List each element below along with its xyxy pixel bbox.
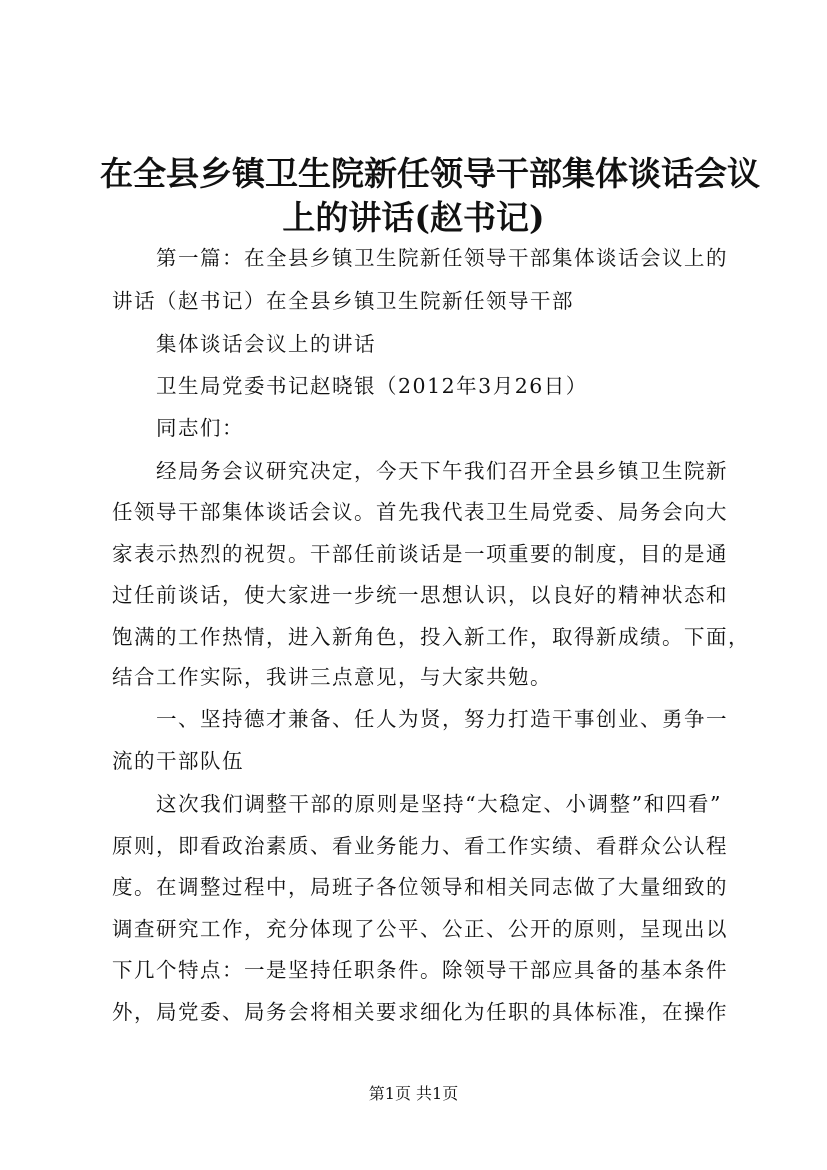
body-line: 集体谈话会议上的讲话 [156,332,376,356]
section-heading-line: 一、坚持德才兼备、任人为贤，努力打造干事创业、勇争一 [156,707,728,731]
body-line: 过任前谈话，使大家进一步统一思想认识，以良好的精神状态和 [112,583,728,607]
body-line: 第一篇：在全县乡镇卫生院新任领导干部集体谈话会议上的 [156,246,728,270]
body-line: 外，局党委、局务会将相关要求细化为任职的具体标准，在操作 [112,1000,728,1024]
page-footer: 第1页 共1页 [368,1084,459,1103]
body-line: 饱满的工作热情，进入新角色，投入新工作，取得新成绩。下面， [112,625,750,649]
body-line: 卫生局党委书记赵晓银（2012年3月26日） [156,374,588,398]
section-heading-line: 流的干部队伍 [112,749,244,773]
document-title-line-1: 在全县乡镇卫生院新任领导干部集体谈话会议 [100,154,760,193]
body-line: 经局务会议研究决定，今天下午我们召开全县乡镇卫生院新 [156,459,728,483]
body-line: 调查研究工作，充分体现了公平、公正、公开的原则，呈现出以 [112,917,728,941]
body-line: 结合工作实际，我讲三点意见，与大家共勉。 [112,665,552,689]
salutation: 同志们： [156,416,244,440]
body-line: 度。在调整过程中，局班子各位领导和相关同志做了大量细致的 [112,875,728,899]
body-line: 这次我们调整干部的原则是坚持“大稳定、小调整”和四看” [156,792,722,816]
body-line: 任领导干部集体谈话会议。首先我代表卫生局党委、局务会向大 [112,500,728,524]
body-line: 讲话（赵书记）在全县乡镇卫生院新任领导干部 [112,289,574,313]
document-title-line-2: 上的讲话(赵书记) [282,198,545,237]
body-line: 原则，即看政治素质、看业务能力、看工作实绩、看群众公认程 [112,834,728,858]
body-line: 下几个特点：一是坚持任职条件。除领导干部应具备的基本条件 [112,958,728,982]
body-line: 家表示热烈的祝贺。干部任前谈话是一项重要的制度，目的是通 [112,542,728,566]
